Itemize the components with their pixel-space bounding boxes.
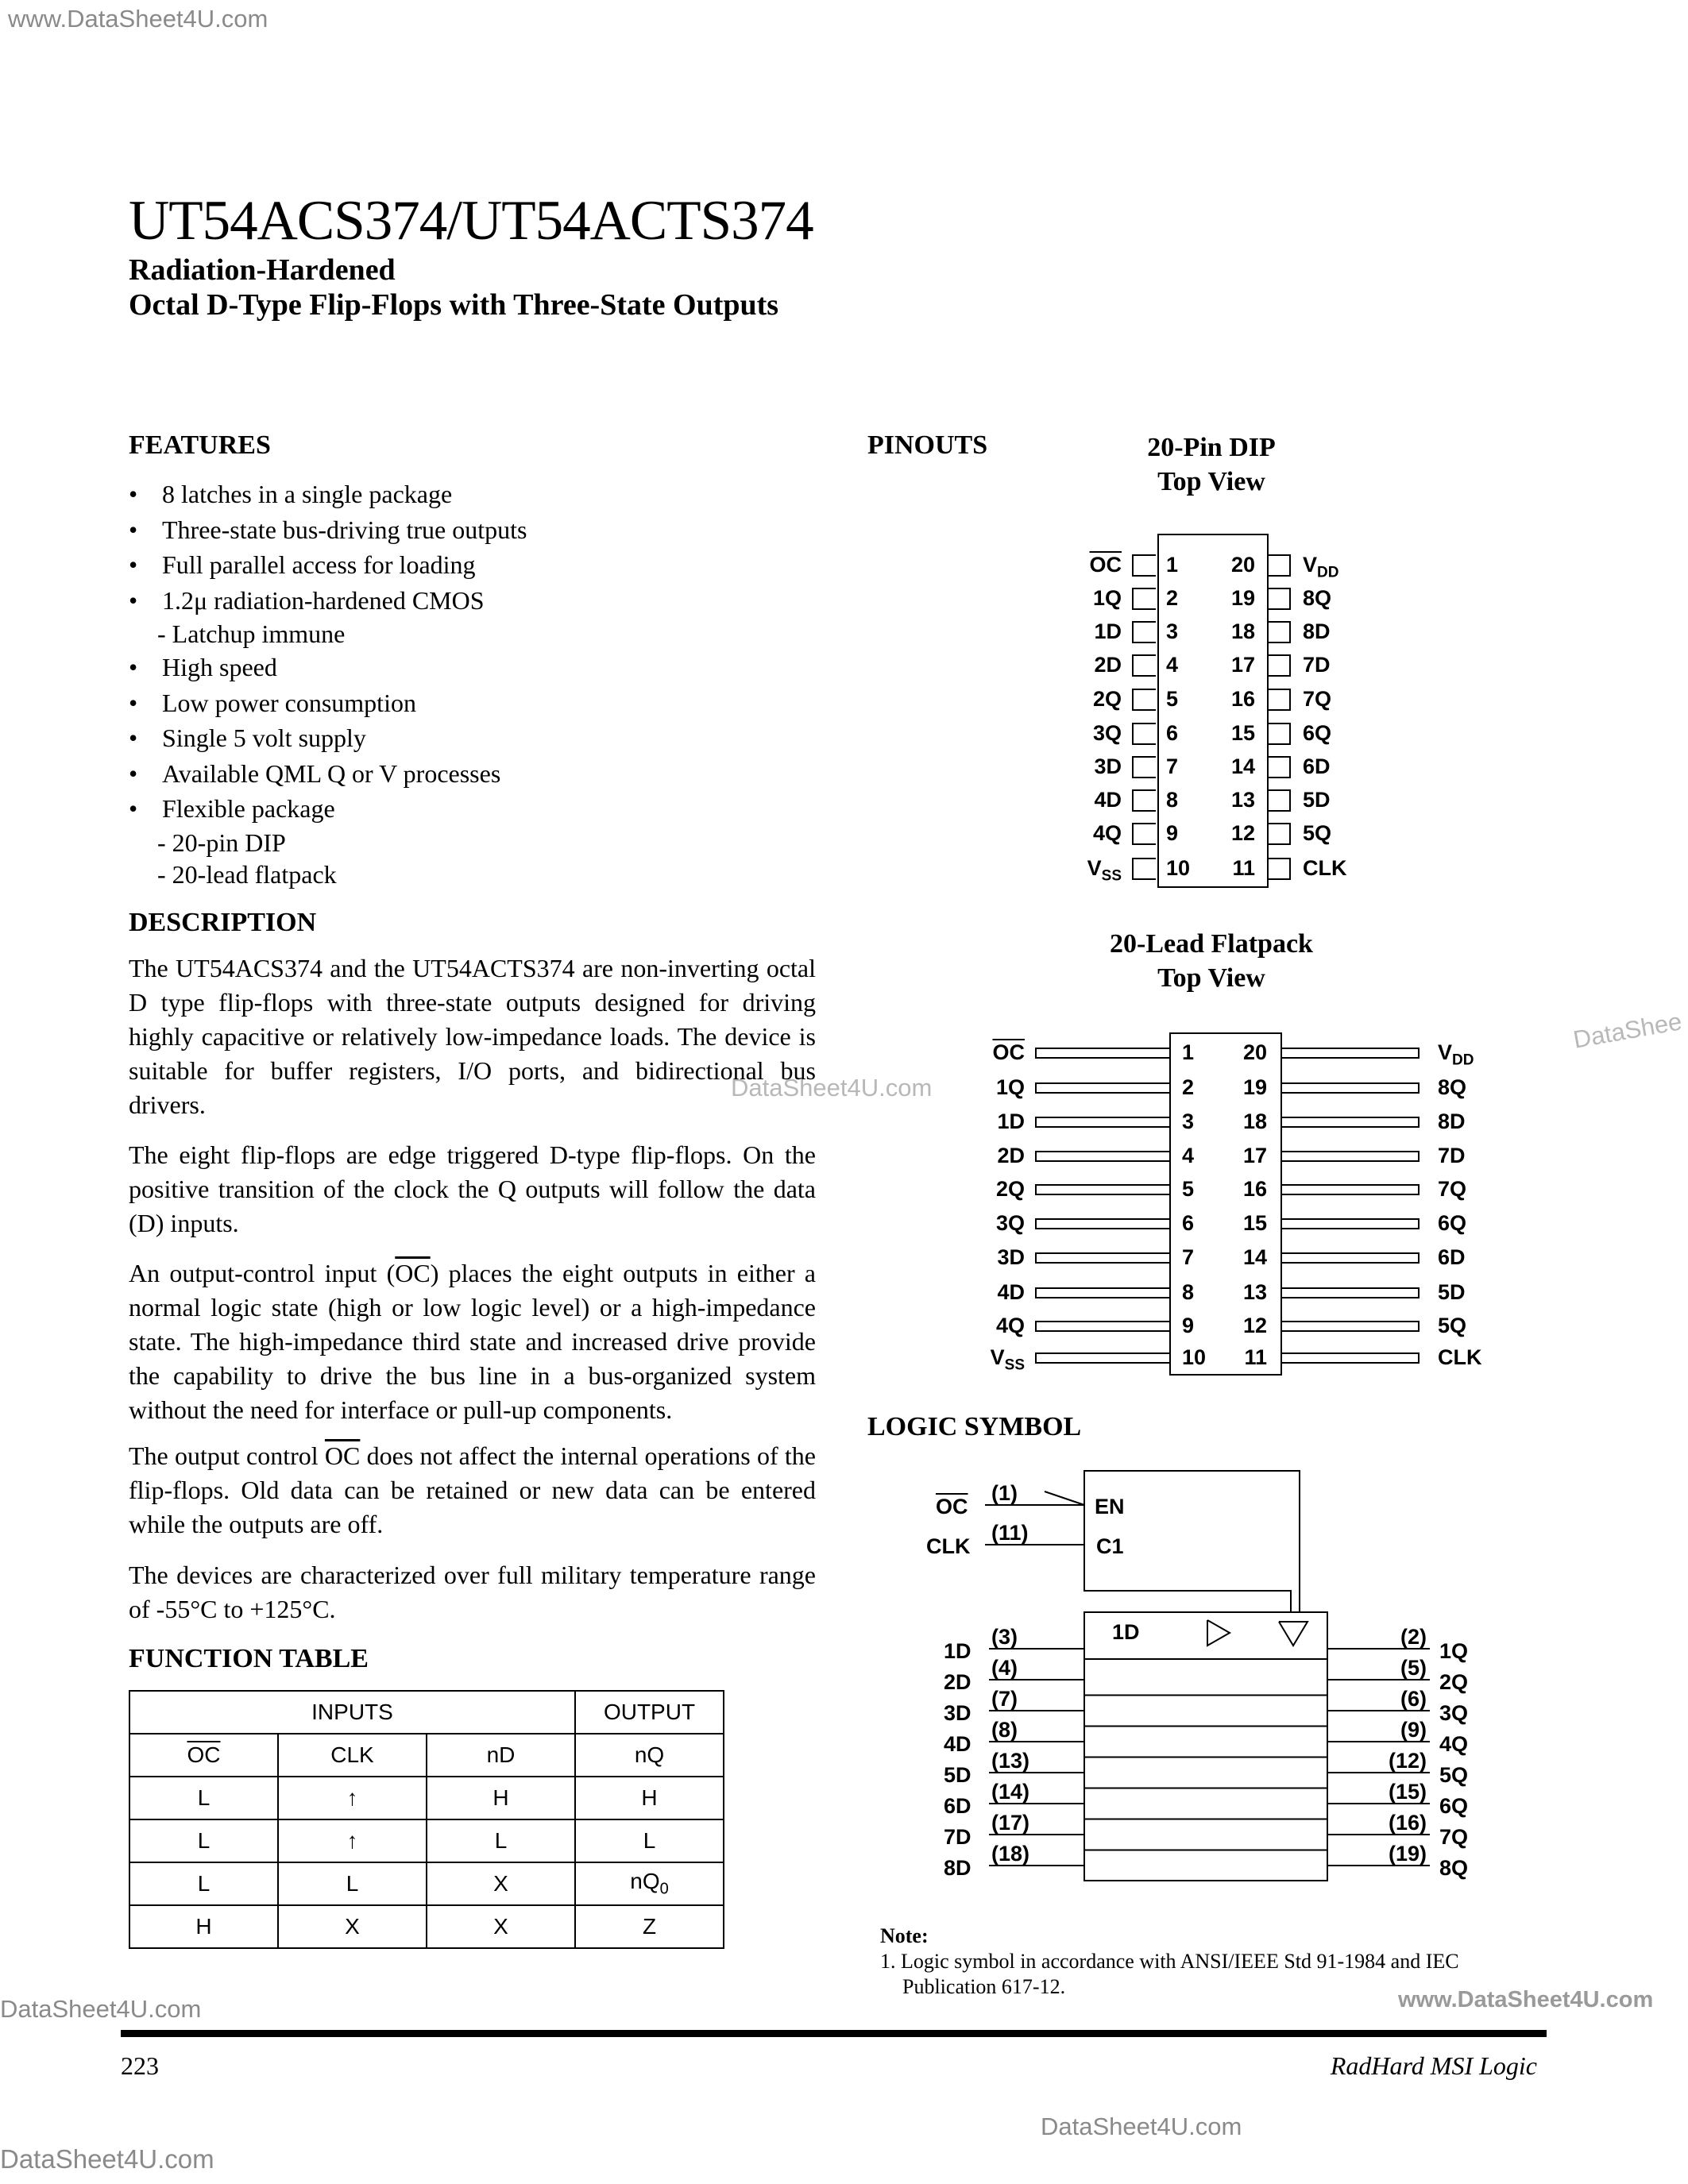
table-header: $\overline{OC}$ (129, 1734, 278, 1777)
pin-number: 7 (1182, 1245, 1195, 1269)
features-heading: FEATURES (129, 430, 271, 460)
pin-number: 8 (1166, 788, 1179, 812)
pin-label: 2D (1094, 653, 1122, 677)
pin-label: 7D (1303, 653, 1331, 677)
dip-pin (1132, 588, 1156, 610)
table-row (129, 1819, 724, 1862)
table-header: nQ (575, 1734, 724, 1777)
output-label: 2Q (1439, 1670, 1469, 1694)
footer-rule (121, 2030, 1547, 2037)
flatpack-lead (1035, 1352, 1169, 1364)
pin-label: 1D (997, 1109, 1025, 1133)
flatpack-lead (1035, 1184, 1169, 1195)
list-item: • Three-state bus-driving true outputs (129, 515, 527, 544)
pin-label: 7Q (1438, 1177, 1467, 1201)
note-text: 1. Logic symbol in accordance with ANSI/IEEE Std 91-1984 and IEC (880, 1950, 1459, 1973)
oc-signal: $\overline{OC}$ (395, 1259, 431, 1287)
pin-number: 17 (1242, 1144, 1267, 1167)
table-cell: H (129, 1905, 278, 1948)
pin-ref: (19) (1388, 1842, 1427, 1866)
buffer-triangle-icon (1207, 1620, 1230, 1646)
subtitle-line: Octal D-Type Flip-Flops with Three-State Outputs (129, 288, 779, 322)
flatpack-lead (1035, 1151, 1169, 1162)
pin-label: 4Q (995, 1314, 1025, 1337)
input-label: 6D (944, 1794, 971, 1818)
pin-label: $V_{SS}$ (990, 1345, 1025, 1374)
pin-number: 19 (1242, 1075, 1267, 1099)
dip-pin (1267, 588, 1291, 610)
input-label: 8D (944, 1856, 971, 1880)
pin-number: 13 (1242, 1280, 1267, 1304)
output-label: 5Q (1439, 1763, 1469, 1787)
pin-number: 2 (1166, 586, 1179, 610)
dip-pin (1267, 554, 1291, 577)
table-cell: L (129, 1819, 278, 1862)
pin-label: $\overline{OC}$ (1089, 553, 1122, 577)
pin-number: 3 (1166, 619, 1179, 643)
page-title: UT54ACS374/UT54ACTS374 (129, 190, 813, 252)
pin-ref: (12) (1388, 1749, 1427, 1773)
pin-number: 16 (1242, 1177, 1267, 1201)
pin-number: 1 (1166, 553, 1179, 577)
table-cell: H (427, 1777, 575, 1819)
flatpack-lead (1280, 1082, 1420, 1094)
pin-label: 4D (997, 1280, 1025, 1304)
flatpack-lead (1280, 1048, 1420, 1059)
pin-ref: (5) (1400, 1656, 1427, 1680)
pin-number: 12 (1230, 821, 1255, 845)
table-cell: $nQ_0$ (575, 1862, 724, 1905)
list-subitem: - 20-lead flatpack (157, 859, 337, 889)
dip-pin (1267, 654, 1291, 677)
description-paragraph: The output control $\overline{OC}$ does not affect the internal operations of the flip-flops. Old data can be retained or new data can be entered while the outputs are off. (129, 1441, 817, 1538)
pin-ref: (8) (991, 1718, 1018, 1742)
pin-label: CLK (1438, 1345, 1482, 1369)
watermark: DataSheet4U.com (1041, 2113, 1242, 2140)
features-list (129, 477, 844, 890)
pin-number: 18 (1242, 1109, 1267, 1133)
pin-ref: (3) (991, 1625, 1018, 1649)
list-item: • Single 5 volt supply (129, 723, 366, 752)
table-cell: ↑ (278, 1819, 427, 1862)
dip-pin (1132, 621, 1156, 643)
en-triangle-icon (1045, 1491, 1084, 1505)
flatpack-lead (1280, 1151, 1420, 1162)
pin-label: CLK (1303, 856, 1347, 880)
pin-ref: (18) (991, 1842, 1030, 1866)
pin-label: $V_{SS}$ (1087, 856, 1122, 885)
pin-label: $V_{DD}$ (1303, 553, 1339, 581)
page-number: 223 (121, 2051, 159, 2080)
pin-ref: (17) (991, 1811, 1030, 1835)
output-label: 7Q (1439, 1825, 1469, 1849)
table-cell: X (427, 1862, 575, 1905)
table-row (129, 1905, 724, 1948)
pin-ref: (1) (991, 1481, 1018, 1505)
pin-label: 6Q (1438, 1211, 1467, 1235)
pin-number: 5 (1182, 1177, 1195, 1201)
list-subitem: - 20-pin DIP (157, 828, 286, 857)
flatpack-lead (1035, 1082, 1169, 1094)
pin-ref: (2) (1400, 1625, 1427, 1649)
watermark: www.DataSheet4U.com (8, 5, 268, 33)
pin-number: 1 (1182, 1040, 1195, 1064)
pin-label: 1Q (995, 1075, 1025, 1099)
flatpack-lead (1280, 1252, 1420, 1264)
description-paragraph: An output-control input $(\overline{OC})$ places the eight outputs in either a normal logic state (high or low logic level) or a high-impedance state. The high-impedance third state and increased drive provide the capability to drive the bus line in a bus-organized system without the need for interface or pull-up components. (129, 1259, 817, 1424)
pin-label: 4Q (1092, 821, 1122, 845)
dip-pin (1267, 621, 1291, 643)
flatpack-body (1169, 1032, 1282, 1376)
dip-pin (1132, 689, 1156, 711)
pin-label: 8Q (1438, 1075, 1467, 1099)
table-cell: L (129, 1862, 278, 1905)
output-label: 4Q (1439, 1732, 1469, 1756)
subtitle-line: Radiation-Hardened (129, 253, 396, 287)
watermark: DataShee (1570, 1007, 1684, 1054)
pin-number: 9 (1182, 1314, 1195, 1337)
pin-label: 6D (1438, 1245, 1466, 1269)
table-cell: H (575, 1777, 724, 1819)
table-cell: L (575, 1819, 724, 1862)
table-cell: L (278, 1862, 427, 1905)
pin-ref: (16) (1388, 1811, 1427, 1835)
list-item: • High speed (129, 653, 277, 681)
pin-ref: (9) (1400, 1718, 1427, 1742)
watermark: DataSheet4U.com (0, 1995, 202, 2023)
pin-label: 7D (1438, 1144, 1466, 1167)
table-row (129, 1691, 724, 1734)
pin-label: 8D (1303, 619, 1331, 643)
pin-number: 10 (1182, 1345, 1207, 1369)
dip-pin (1267, 823, 1291, 845)
table-row (129, 1862, 724, 1905)
pin-label: $\overline{OC}$ (992, 1040, 1025, 1064)
table-cell: ↑ (278, 1777, 427, 1819)
flatpack-lead (1035, 1287, 1169, 1298)
list-item: • Available QML Q or V processes (129, 758, 501, 788)
description-heading: DESCRIPTION (129, 908, 317, 937)
pin-label: 2D (997, 1144, 1025, 1167)
pin-label: 5Q (1438, 1314, 1467, 1337)
pin-number: 9 (1166, 821, 1179, 845)
dip-pin (1132, 789, 1156, 812)
pin-label: 2Q (1092, 687, 1122, 711)
dip-pin (1267, 789, 1291, 812)
pinouts-heading: PINOUTS (867, 430, 988, 460)
pin-number: 3 (1182, 1109, 1195, 1133)
pin-ref: (11) (991, 1521, 1029, 1545)
note-text: Publication 617-12. (902, 1975, 1066, 1998)
pin-label: 5D (1303, 788, 1331, 812)
pin-number: 16 (1230, 687, 1255, 711)
pin-number: 11 (1232, 856, 1255, 880)
table-cell: L (427, 1819, 575, 1862)
pin-label: 2Q (995, 1177, 1025, 1201)
oc-signal: $\overline{OC}$ (324, 1441, 361, 1470)
watermark: www.DataSheet4U.com (1398, 1987, 1654, 2012)
table-header: INPUTS (129, 1691, 575, 1734)
function-table (129, 1690, 724, 1949)
pin-number: 14 (1242, 1245, 1267, 1269)
dip-pin (1132, 858, 1156, 880)
pin-number: 20 (1242, 1040, 1267, 1064)
flatpack-lead (1280, 1352, 1420, 1364)
page-subtitle (129, 253, 778, 322)
description-paragraph: The eight flip-flops are edge triggered D-type flip-flops. On the positive transition of the clock the Q outputs will follow the data (D) inputs. (129, 1140, 816, 1237)
input-label: 4D (944, 1732, 971, 1756)
pin-number: 18 (1230, 619, 1255, 643)
pin-number: 8 (1182, 1280, 1195, 1304)
pin-label: 7Q (1303, 687, 1332, 711)
flatpack-lead (1280, 1287, 1420, 1298)
input-label: 7D (944, 1825, 971, 1849)
description-paragraph: The UT54ACS374 and the UT54ACTS374 are non-inverting octal D type flip-flops with three-state outputs designed for driving highly capacitive or relatively low-impedance loads. The device is suitable for buffer registers, I/O ports, and bidirectional bus drivers. (129, 954, 816, 1119)
list-item: • Full parallel access for loading (129, 550, 476, 579)
oc-label: $\overline{OC}$ (936, 1495, 968, 1518)
pin-label: 5Q (1303, 821, 1332, 845)
list-item: • 8 latches in a single package (129, 480, 453, 508)
list-subitem: - Latchup immune (157, 619, 346, 648)
table-cell: L (129, 1777, 278, 1819)
table-header: CLK (278, 1734, 427, 1777)
output-label: 3Q (1439, 1701, 1469, 1725)
pin-number: 15 (1230, 721, 1255, 745)
flatpack-lead (1280, 1117, 1420, 1128)
c1-label: C1 (1096, 1534, 1124, 1558)
description-paragraph: The devices are characterized over full military temperature range of -55°C to +125°C. (129, 1561, 816, 1623)
pin-number: 13 (1230, 788, 1255, 812)
table-cell: Z (575, 1905, 724, 1948)
pin-label: 6Q (1303, 721, 1332, 745)
pin-number: 19 (1230, 586, 1255, 610)
flatpack-lead (1035, 1218, 1169, 1229)
d-label: 1D (1112, 1620, 1140, 1644)
input-label: 2D (944, 1670, 971, 1694)
dip-title: 20-Pin DIP Top View (1147, 433, 1276, 496)
dip-pin (1132, 723, 1156, 745)
tristate-triangle-icon (1279, 1622, 1308, 1646)
flatpack-lead (1280, 1184, 1420, 1195)
table-row (129, 1734, 724, 1777)
pin-number: 2 (1182, 1075, 1195, 1099)
table-header: OUTPUT (575, 1691, 724, 1734)
note (880, 1924, 1459, 2000)
pin-label: 8Q (1303, 586, 1332, 610)
pin-ref: (6) (1400, 1687, 1427, 1711)
input-label: 3D (944, 1701, 971, 1725)
control-block (1084, 1471, 1300, 1612)
dip-pin (1267, 689, 1291, 711)
pin-label: 3D (997, 1245, 1025, 1269)
table-row (129, 1777, 724, 1819)
pin-number: 12 (1242, 1314, 1267, 1337)
pin-ref: (4) (991, 1656, 1018, 1680)
flatpack-title: 20-Lead Flatpack Top View (1110, 929, 1313, 993)
pin-number: 11 (1244, 1345, 1267, 1369)
pin-label: 3Q (995, 1211, 1025, 1235)
flatpack-lead (1035, 1117, 1169, 1128)
function-table-heading: FUNCTION TABLE (129, 1644, 369, 1673)
pin-label: 4D (1094, 788, 1122, 812)
pin-number: 17 (1230, 653, 1255, 677)
watermark: DataSheet4U.com (0, 2144, 214, 2174)
output-label: 6Q (1439, 1794, 1469, 1818)
list-item: • Low power consumption (129, 688, 416, 717)
pin-number: 5 (1166, 687, 1179, 711)
input-label: 1D (944, 1639, 971, 1663)
register-block (1084, 1612, 1327, 1881)
note-heading: Note: (880, 1924, 929, 1947)
flatpack-lead (1035, 1321, 1169, 1332)
pin-number: 7 (1166, 754, 1179, 778)
pin-number: 20 (1230, 553, 1255, 577)
dip-pin (1132, 654, 1156, 677)
flatpack-lead (1035, 1048, 1169, 1059)
dip-pin (1132, 756, 1156, 778)
table-cell: X (278, 1905, 427, 1948)
table-header: nD (427, 1734, 575, 1777)
list-item: • 1.2μ radiation-hardened CMOS (129, 585, 485, 615)
pin-label: 3Q (1092, 721, 1122, 745)
dip-pin (1132, 554, 1156, 577)
pin-number: 10 (1166, 856, 1191, 880)
watermark: DataSheet4U.com (731, 1074, 933, 1102)
pin-number: 14 (1230, 754, 1255, 778)
flatpack-lead (1280, 1321, 1420, 1332)
input-label: 5D (944, 1763, 971, 1787)
pin-label: 8D (1438, 1109, 1466, 1133)
pin-number: 6 (1166, 721, 1179, 745)
clk-label: CLK (926, 1534, 971, 1558)
output-label: 8Q (1439, 1856, 1469, 1880)
pin-number: 4 (1166, 653, 1179, 677)
en-label: EN (1095, 1495, 1125, 1518)
dip-pin (1132, 823, 1156, 845)
footer-section: RadHard MSI Logic (1330, 2051, 1537, 2080)
flatpack-lead (1035, 1252, 1169, 1264)
dip-body (1157, 534, 1269, 888)
pin-number: 6 (1182, 1211, 1195, 1235)
pin-label: 3D (1094, 754, 1122, 778)
pin-label: 1Q (1092, 586, 1122, 610)
dip-pin (1267, 723, 1291, 745)
dip-pin (1267, 858, 1291, 880)
pin-label: $V_{DD}$ (1438, 1040, 1474, 1069)
dip-pin (1267, 756, 1291, 778)
pin-number: 15 (1242, 1211, 1267, 1235)
pin-label: 5D (1438, 1280, 1466, 1304)
list-item: • Flexible package (129, 794, 335, 823)
table-cell: X (427, 1905, 575, 1948)
pin-ref: (14) (991, 1780, 1030, 1804)
pin-ref: (13) (991, 1749, 1030, 1773)
output-label: 1Q (1439, 1639, 1469, 1663)
pin-number: 4 (1182, 1144, 1195, 1167)
pin-ref: (7) (991, 1687, 1018, 1711)
pin-label: 1D (1094, 619, 1122, 643)
logic-symbol-heading: LOGIC SYMBOL (867, 1412, 1082, 1441)
flatpack-lead (1280, 1218, 1420, 1229)
pin-label: 6D (1303, 754, 1331, 778)
pin-ref: (15) (1388, 1780, 1427, 1804)
